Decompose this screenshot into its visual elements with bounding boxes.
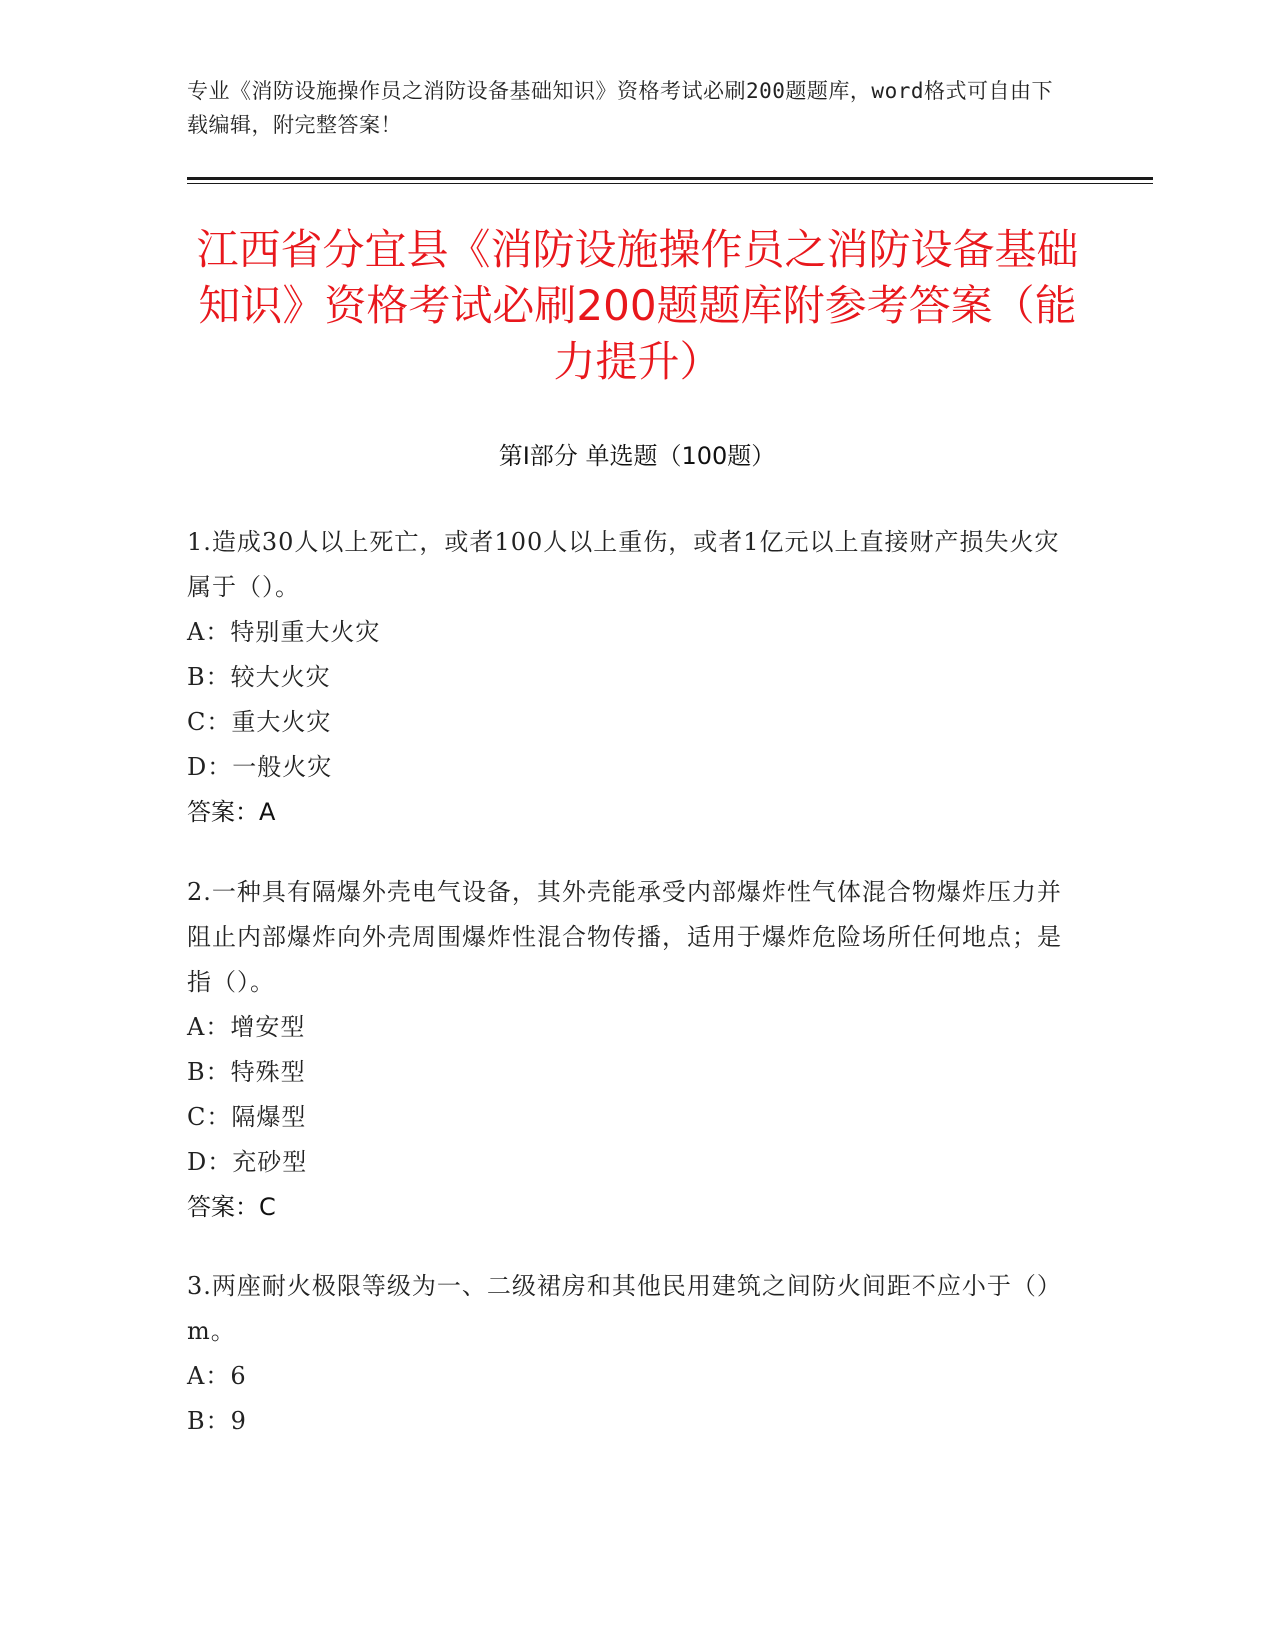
option-c: C：隔爆型 <box>187 1103 307 1131</box>
option-b: B：特殊型 <box>187 1058 306 1086</box>
question-3 <box>187 1264 1067 1444</box>
option-b: B：较大火灾 <box>187 663 331 691</box>
option-a: A：特别重大火灾 <box>187 618 381 646</box>
question-1 <box>187 520 1067 835</box>
document-title: 江西省分宜县《消防设施操作员之消防设备基础知识》资格考试必刷200题题库附参考答案（能力提升） <box>196 225 1079 386</box>
option-a: A：增安型 <box>187 1013 306 1041</box>
option-a: A：6 <box>187 1362 247 1390</box>
option-d: D：一般火灾 <box>187 753 333 781</box>
option-c: C：重大火灾 <box>187 708 332 736</box>
option-b: B：9 <box>187 1407 247 1435</box>
option-d: D：充砂型 <box>187 1148 308 1176</box>
header-divider-thick <box>187 177 1153 180</box>
question-2 <box>187 870 1067 1230</box>
answer: 答案：A <box>187 798 276 826</box>
answer: 答案：C <box>187 1193 276 1221</box>
header-note: 专业《消防设施操作员之消防设备基础知识》资格考试必刷200题题库，word格式可自由下载编辑，附完整答案！ <box>187 79 1053 137</box>
question-stem: 2.一种具有隔爆外壳电气设备，其外壳能承受内部爆炸性气体混合物爆炸压力并阻止内部爆炸向外壳周围爆炸性混合物传播，适用于爆炸危险场所任何地点；是指（）。 <box>187 878 1062 996</box>
header-divider-thin <box>187 183 1153 184</box>
question-stem: 1.造成30人以上死亡，或者100人以上重伤，或者1亿元以上直接财产损失火灾属于（）。 <box>187 528 1060 601</box>
section-title: 第Ⅰ部分 单选题（100题） <box>498 442 776 470</box>
question-stem: 3.两座耐火极限等级为一、二级裙房和其他民用建筑之间防火间距不应小于（）m。 <box>187 1272 1062 1345</box>
